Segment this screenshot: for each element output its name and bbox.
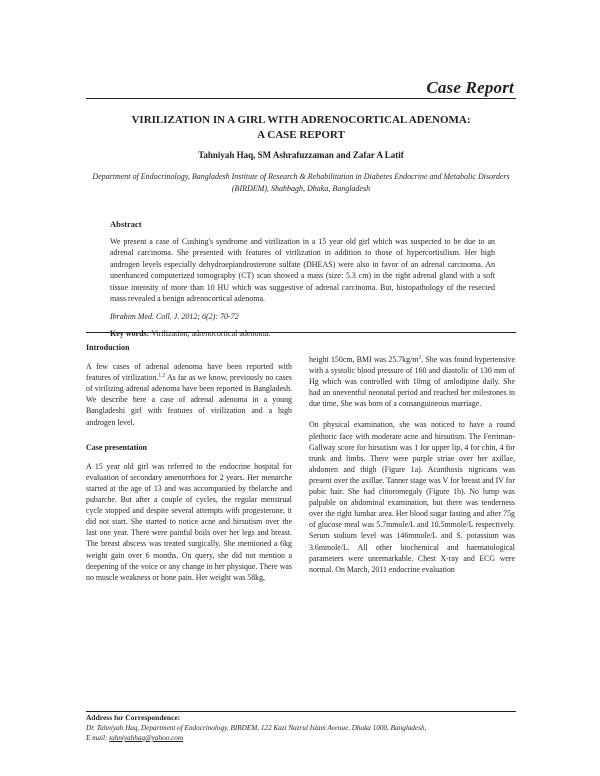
header-rule [86, 98, 516, 99]
correspondence-address: Dr. Tahniyah Haq, Department of Endocrinology, BIRDEM, 122 Kazi Nazrul Islam Avenue, Dhaka 1000, Bangladesh, [86, 724, 427, 732]
journal-citation: Ibrahim Med. Coll. J. 2012; 6(2): 70-72 [110, 311, 239, 321]
keywords-label: Key words: [110, 329, 150, 338]
reference-superscript: 1,2 [158, 372, 166, 379]
footer-rule [86, 711, 516, 712]
right-column [309, 354, 515, 585]
case-presentation-heading: Case presentation [86, 442, 147, 452]
case-paragraph-continued: height 150cm, BMI was $25.7kg/m^2$. She was found hypertensive with a systolic blood pressure of 160 and diastolic of 130 mm of Hg which was controlled with 10mg of amlodipine daily. She had an uneventful neonatal period and reached her milestones in due time. She was born of a consanguineous marriage. [309, 354, 515, 409]
email-link[interactable]: tahniyahhaq@yahoo.com [109, 734, 184, 742]
correspondence-email: E mail: tahniyahhaq@yahoo.com [86, 734, 184, 742]
introduction-heading: Introduction [86, 343, 130, 352]
article-title [86, 113, 516, 143]
case-presentation-paragraph: A 15 year old girl was referred to the endocrine hospital for evaluation of secondary amenorrhoea for 2 years. Her menarche started at the age of 13 and was accompanied by thelarche and pubarche. But after a couple of cycles, the regular menstrual cycle stopped and despite several attempts with progesterone, it did not start. She started to notice acne and hirsutism over the last one year. There were painful boils over her legs and breast. The breast abscess was treated surgically. She mentioned a 6kg weight gain over 6 months. On query, she did not mention a deepening of the voice or any change in her physique. There was no muscle weakness or bone pain. Her weight was 58kg, [86, 461, 292, 582]
introduction-paragraph: A few cases of adrenal adenoma have been reported with features of virilization.$^{1,2}$ As far as we know, previously no cases of virilizing adrenal adenoma have been reported in Bangladesh. We describe here a case of adrenal adenoma in a young Bangladeshi girl with features of virilization and a high androgen level. [86, 362, 292, 427]
keywords [110, 328, 495, 340]
abstract-heading: Abstract [110, 219, 142, 229]
unit-superscript: 2 [418, 354, 422, 361]
title-line-2: A CASE REPORT [257, 129, 345, 141]
abstract-divider [86, 332, 516, 333]
correspondence-heading: Address for Correspondence: [86, 713, 181, 722]
left-column [86, 342, 292, 593]
physical-exam-paragraph: On physical examination, she was noticed to have a round plethoric face with moderate acne and hirsutism. The Ferriman-Gallway score for hirsutism was 1 for upper lip, 4 for chin, 4 for trunk and limbs. There were purple striae over her axillae, abdomen and thigh (Figure 1a). Acanthosis nigricans was present over the axillae. Tanner stage was V for breast and IV for pubic hair. She had clitoromegaly (Figure 1b). No lump was palpable on abdominal examination, but there was tenderness over the right lumbar area. Her blood sugar fasting and after 75g of glucose meal was 5.7mmole/L and 10.5mmole/L respectively. Serum sodium level was 146mmole/L and S. potassium was 3.6mmole/L. All other biochemical and haematological parameters were unremarkable. Chest X-ray and ECG were normal. On March, 2011 endocrine evaluation [309, 420, 515, 574]
keywords-text: Virilization, adrenocortical adenoma. [151, 329, 271, 338]
correspondence-footer [86, 713, 516, 743]
abstract-body: We present a case of Cushing's syndrome and virilization in a 15 year old girl which was suspected to be due to an adrenal carcinoma. She presented with features of virilization in addition to those of hypercortisilism. Her high androgen levels especially dehydroepiandrosterone sulfate (DHEAS) were also in favor of an adrenal carcinoma. An unenhanced computerized tomography (CT) scan showed a mass (size: 5.3 cm) in the right adrenal gland with a soft tissue intensity of more than 10 HU which was suggestive of adrenal carcinoma. But, histopathology of the resected mass revealed a benign adrenocortical adenoma. [110, 236, 495, 303]
affiliation: Department of Endocrinology, Bangladesh Institute of Research & Rehabilitation in Diabetes Endocrine and Metabolic Disorders (BIRDEM), Shahbagh, Dhaka, Bangladesh [92, 172, 510, 193]
authors: Tahniyah Haq, SM Ashrafuzzaman and Zafar A Latif [198, 150, 404, 160]
title-line-1: VIRILIZATION IN A GIRL WITH ADRENOCORTICAL ADENOMA: [131, 114, 471, 126]
abstract-block [110, 219, 495, 340]
section-label: Case Report [426, 78, 514, 97]
page-header [0, 0, 600, 110]
